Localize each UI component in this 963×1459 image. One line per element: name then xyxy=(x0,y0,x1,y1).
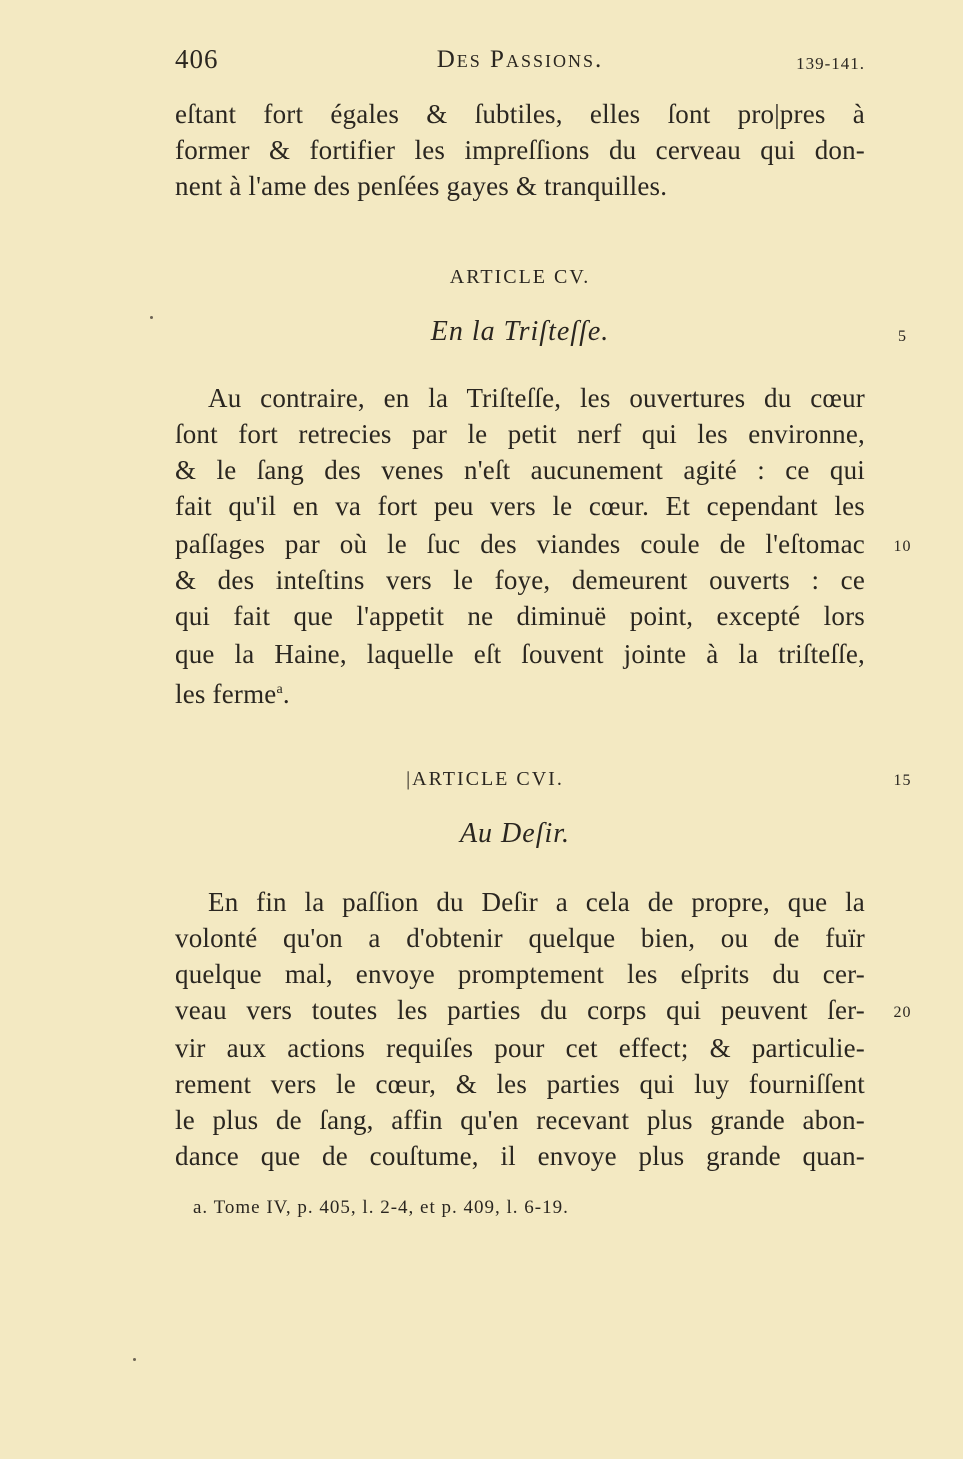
page-number: 406 xyxy=(175,44,219,74)
text-line: veau vers toutes les parties du corps qui peuvent ſer- xyxy=(175,995,865,1025)
article-heading: ARTICLE CV. xyxy=(449,266,591,288)
article-title: Au Deſir. xyxy=(459,818,571,849)
article-reference: 139-141. xyxy=(796,54,865,73)
text-line: quelque mal, envoye promptement les eſprits du cer- xyxy=(175,959,865,989)
text-line: qui fait que l'appetit ne diminuë point, excepté lors xyxy=(175,601,865,631)
article-title: En la Triſteſſe. xyxy=(430,316,610,347)
text-line: volonté qu'on a d'obtenir quelque bien, ou de fuïr xyxy=(175,923,865,953)
line-number: 5 xyxy=(898,328,907,345)
paper-speck xyxy=(150,316,153,319)
article-heading: |ARTICLE CVI. xyxy=(406,768,564,790)
text-line: former & fortifier les impreſſions du cerveau qui don- xyxy=(175,135,865,165)
text-line: En fin la paſſion du Deſir a cela de propre, que la xyxy=(208,887,865,917)
line-number: 20 xyxy=(893,1004,912,1021)
text-line-last xyxy=(175,672,865,712)
text-line: paſſages par où le ſuc des viandes coule de l'eſtomac xyxy=(175,529,865,559)
text-line: le plus de ſang, affin qu'en recevant plus grande abon- xyxy=(175,1105,865,1135)
text-line: vir aux actions requiſes pour cet effect; & particulie- xyxy=(175,1033,865,1063)
text-fragment: les ferme xyxy=(175,679,277,709)
text-line: que la Haine, laquelle eſt ſouvent jointe à la triſteſſe, xyxy=(175,639,865,669)
closing-period: . xyxy=(282,679,290,709)
page-header xyxy=(175,44,865,84)
text-line: fait qu'il en va fort peu vers le cœur. Et cependant les xyxy=(175,491,865,521)
text-line: & le ſang des venes n'eſt aucunement agité : ce qui xyxy=(175,455,865,485)
text-line: eſtant fort égales & ſubtiles, elles ſont pro|pres à xyxy=(175,99,865,129)
text-line: ſont fort retrecies par le petit nerf qui les environne, xyxy=(175,419,865,449)
text-line: nent à l'ame des penſées gayes & tranquilles. xyxy=(175,171,668,201)
text-line: dance que de couſtume, il envoye plus grande quan- xyxy=(175,1141,865,1171)
text-line: rement vers le cœur, & les parties qui luy fourniſſent xyxy=(175,1069,865,1099)
text-line: & des inteſtins vers le foye, demeurent ouverts : ce xyxy=(175,565,865,595)
footnote: a. Tome IV, p. 405, l. 2-4, et p. 409, l. 6-19. xyxy=(193,1197,569,1218)
text-line: Au contraire, en la Triſteſſe, les ouvertures du cœur xyxy=(208,383,865,413)
footnote-marker: a xyxy=(276,682,283,697)
running-title: Des Passions. xyxy=(436,46,604,73)
line-number: 15 xyxy=(893,772,912,789)
line-number: 10 xyxy=(893,538,912,555)
paper-speck xyxy=(133,1358,136,1361)
